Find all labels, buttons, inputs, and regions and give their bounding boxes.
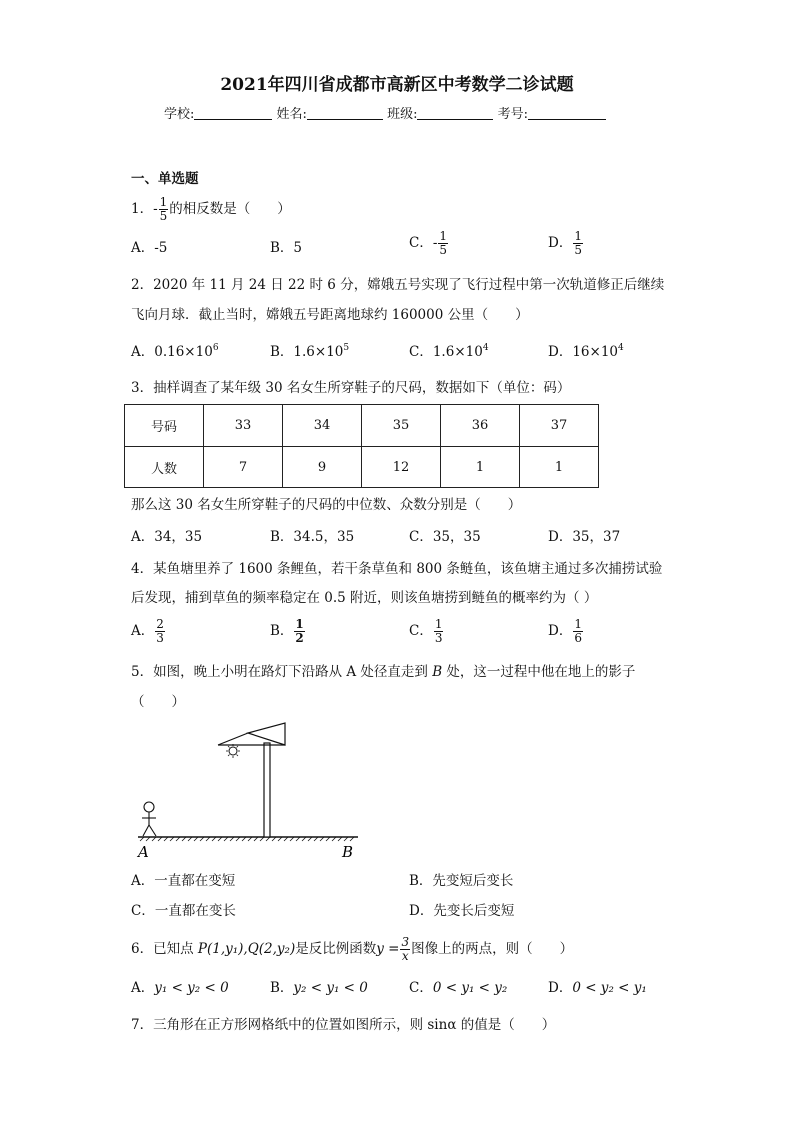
q4-option-a[interactable]: A． $\frac{2}{3}$	[131, 617, 164, 645]
table-header-size: 号码	[125, 405, 204, 447]
q3-option-d[interactable]: D．35，37	[548, 529, 621, 545]
q1-frac-den: 5	[159, 209, 168, 223]
exam-no-blank[interactable]	[528, 106, 606, 120]
table-row	[125, 447, 599, 488]
q4-option-d[interactable]: D． $\frac{1}{6}$	[548, 617, 582, 645]
q1-option-c[interactable]: C．- $\frac{1}{5}$	[409, 229, 448, 257]
q1-option-d[interactable]: D． $\frac{1}{5}$	[548, 229, 582, 257]
q2-option-c[interactable]: C．$1.6\times 10^4$	[409, 343, 489, 360]
q5-option-d[interactable]: D．先变长后变短	[409, 903, 515, 919]
q2-option-a[interactable]: A．$0.16\times 10^6$	[131, 343, 219, 360]
question-6-stem: 6．已知点 P(1,y₁),Q(2,y₂)是反比例函数y = $\frac{3}{x}$ 图像上的两点，则（ ）	[131, 935, 574, 963]
streetlamp-figure	[130, 715, 370, 865]
q6-option-a[interactable]: A．y₁ < y₂ < 0	[131, 980, 229, 996]
q6-points: P(1,y₁),Q(2,y₂)	[197, 941, 296, 957]
question-4-line-2: 后发现，捕到草鱼的频率稳定在 0.5 附近，则该鱼塘捞到鲢鱼的概率约为（ ）	[131, 590, 598, 606]
table-cell: 1	[520, 447, 599, 488]
question-2-line-2: 飞向月球．截止当时，嫦娥五号距离地球约 160000 公里（ ）	[131, 307, 529, 323]
q3-option-c[interactable]: C．35，35	[409, 529, 481, 545]
table-header-count: 人数	[125, 447, 204, 488]
q6-option-b[interactable]: B．y₂ < y₁ < 0	[270, 980, 368, 996]
q4-option-b[interactable]: B． $\frac{1}{2}$	[270, 617, 304, 645]
question-5-line-1: 5．如图，晚上小明在路灯下沿路从 A 处径直走到 B 处，这一过程中他在地上的影子	[131, 664, 636, 680]
name-blank[interactable]	[307, 106, 383, 120]
table-cell: 1	[441, 447, 520, 488]
table-cell: 37	[520, 405, 599, 447]
question-4-line-1: 4．某鱼塘里养了 1600 条鲤鱼，若干条草鱼和 800 条鲢鱼，该鱼塘主通过多次捕捞试验	[131, 561, 663, 577]
q5-option-b[interactable]: B．先变短后变长	[409, 873, 514, 889]
lamp-pole	[264, 743, 270, 837]
exam-no-label: 考号:	[497, 107, 528, 122]
q1-option-b[interactable]: B．5	[270, 240, 303, 256]
student-info-line	[164, 103, 606, 122]
q1-suffix: 的相反数是（ ）	[169, 201, 291, 217]
person-icon	[142, 802, 156, 836]
point-a-label: A	[138, 843, 149, 861]
q3-option-a[interactable]: A．34，35	[131, 529, 203, 545]
q1-prefix: 1．-	[131, 201, 158, 217]
class-label: 班级:	[387, 107, 418, 122]
question-2-line-1: 2．2020 年 11 月 24 日 22 时 6 分，嫦娥五号实现了飞行过程中第一次轨道修正后继续	[131, 277, 665, 293]
lamp-shade	[248, 723, 285, 745]
table-cell: 35	[362, 405, 441, 447]
page-title: 2021年四川省成都市高新区中考数学二诊试题	[220, 75, 574, 95]
q6-fraction: $\frac{3}{x}$	[401, 935, 410, 963]
q5-option-c[interactable]: C．一直都在变长	[131, 903, 236, 919]
q2-option-b[interactable]: B．$1.6\times 10^5$	[270, 343, 350, 360]
table-cell: 7	[204, 447, 283, 488]
q2-option-d[interactable]: D．$16\times 10^4$	[548, 343, 624, 360]
school-blank[interactable]	[194, 106, 272, 120]
name-label: 姓名:	[276, 107, 307, 122]
q1-fraction	[159, 196, 169, 223]
section-title: 一、单选题	[131, 171, 199, 187]
table-row	[125, 405, 599, 447]
question-5-line-2: （ ）	[131, 694, 185, 710]
shoe-size-table	[124, 404, 599, 488]
q5-option-a[interactable]: A．一直都在变短	[131, 873, 236, 889]
question-1-stem	[131, 196, 291, 223]
class-blank[interactable]	[417, 106, 493, 120]
q6-option-c[interactable]: C．0 < y₁ < y₂	[409, 980, 508, 996]
lamp-bulb-icon	[226, 744, 240, 758]
table-cell: 36	[441, 405, 520, 447]
point-b-label: B	[342, 843, 354, 861]
q6-option-d[interactable]: D．0 < y₂ < y₁	[548, 980, 647, 996]
question-3-question: 那么这 30 名女生所穿鞋子的尺码的中位数、众数分别是（ ）	[131, 497, 522, 513]
table-cell: 9	[283, 447, 362, 488]
school-label: 学校:	[164, 107, 195, 122]
q1-frac-num: 1	[159, 195, 168, 209]
question-7-stem: 7．三角形在正方形网格纸中的位置如图所示，则 sinα 的值是（ ）	[131, 1017, 556, 1033]
q3-option-b[interactable]: B．34.5，35	[270, 529, 355, 545]
q4-option-c[interactable]: C． $\frac{1}{3}$	[409, 617, 443, 645]
question-3-stem: 3．抽样调查了某年级 30 名女生所穿鞋子的尺码，数据如下（单位：码）	[131, 380, 571, 396]
table-cell: 34	[283, 405, 362, 447]
q1-option-a[interactable]: A．-5	[131, 240, 168, 256]
table-cell: 33	[204, 405, 283, 447]
table-cell: 12	[362, 447, 441, 488]
